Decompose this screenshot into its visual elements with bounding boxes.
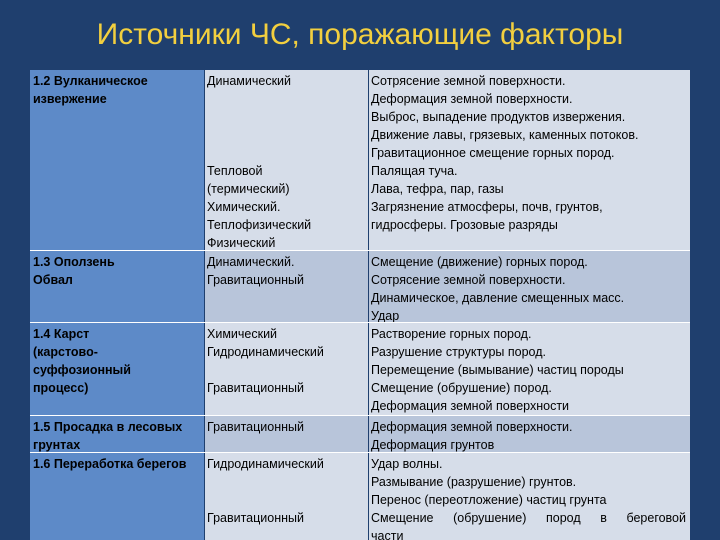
hazard-table [30, 70, 690, 540]
table-row [30, 453, 690, 540]
effects-label: Растворение горных пород. Разрушение структуры пород. Перемещение (вымывание) частиц породы Смещение (обрушение) пород. Деформация земной поверхности [371, 327, 624, 413]
source-label: 1.3 Оползень Обвал [33, 255, 115, 287]
page-title: Источники ЧС, поражающие факторы [96, 18, 624, 51]
source-cell [30, 70, 204, 250]
source-label: 1.6 Переработка берегов [33, 457, 187, 471]
source-cell [30, 416, 204, 452]
source-label: 1.5 Просадка в лесовых грунтах [33, 420, 183, 452]
factors-cell [205, 251, 368, 322]
table-row [30, 70, 690, 250]
effects-label: Смещение (движение) горных пород. Сотрясение земной поверхности. Динамическое, давление смещенных масс. Удар [371, 255, 625, 322]
factors-cell [205, 453, 368, 540]
factors-label: Тепловой (термический) Химический. Теплофизический Физический [207, 164, 312, 250]
factors-label: Гидродинамический [207, 457, 324, 471]
effects-label-justified: Смещение (обрушение) пород в береговой [371, 511, 686, 525]
factors-label: Гравитационный [207, 381, 304, 395]
factors-label: Гравитационный [207, 511, 304, 525]
effects-label: Деформация земной поверхности. Деформация грунтов [371, 420, 573, 452]
effects-label: Сотрясение земной поверхности. Деформация земной поверхности. Выброс, выпадение продуктов извержения. Движение лавы, грязевых, каменных потоков. Гравитационное смещение горных пород. Палящая туча. Лава, тефра, пар, газы Загрязнение атмосферы, почв, грунтов, гидросферы. Грозовые разряды [371, 74, 639, 232]
table-row [30, 416, 690, 452]
source-cell [30, 323, 204, 415]
effects-cell [369, 416, 690, 452]
source-label: 1.2 Вулканическое извержение [33, 74, 148, 106]
effects-cell [369, 453, 690, 540]
effects-cell [369, 323, 690, 415]
effects-label: Удар волны. Размывание (разрушение) грунтов. Перенос (переотложение) частиц грунта [371, 457, 607, 507]
factors-cell [205, 416, 368, 452]
effects-cell [369, 70, 690, 250]
factors-cell [205, 70, 368, 250]
effects-cell [369, 251, 690, 322]
source-cell [30, 251, 204, 322]
source-cell [30, 453, 204, 540]
table-row [30, 323, 690, 415]
factors-label: Гравитационный [207, 420, 304, 434]
source-label: 1.4 Карст (карстово- суффозионный процесс) [33, 327, 131, 395]
effects-label-tail: части [371, 529, 404, 540]
factors-label: Динамический [207, 74, 292, 88]
factors-cell [205, 323, 368, 415]
factors-label: Химический Гидродинамический [207, 327, 324, 359]
factors-label: Динамический. Гравитационный [207, 255, 304, 287]
table-row [30, 251, 690, 322]
